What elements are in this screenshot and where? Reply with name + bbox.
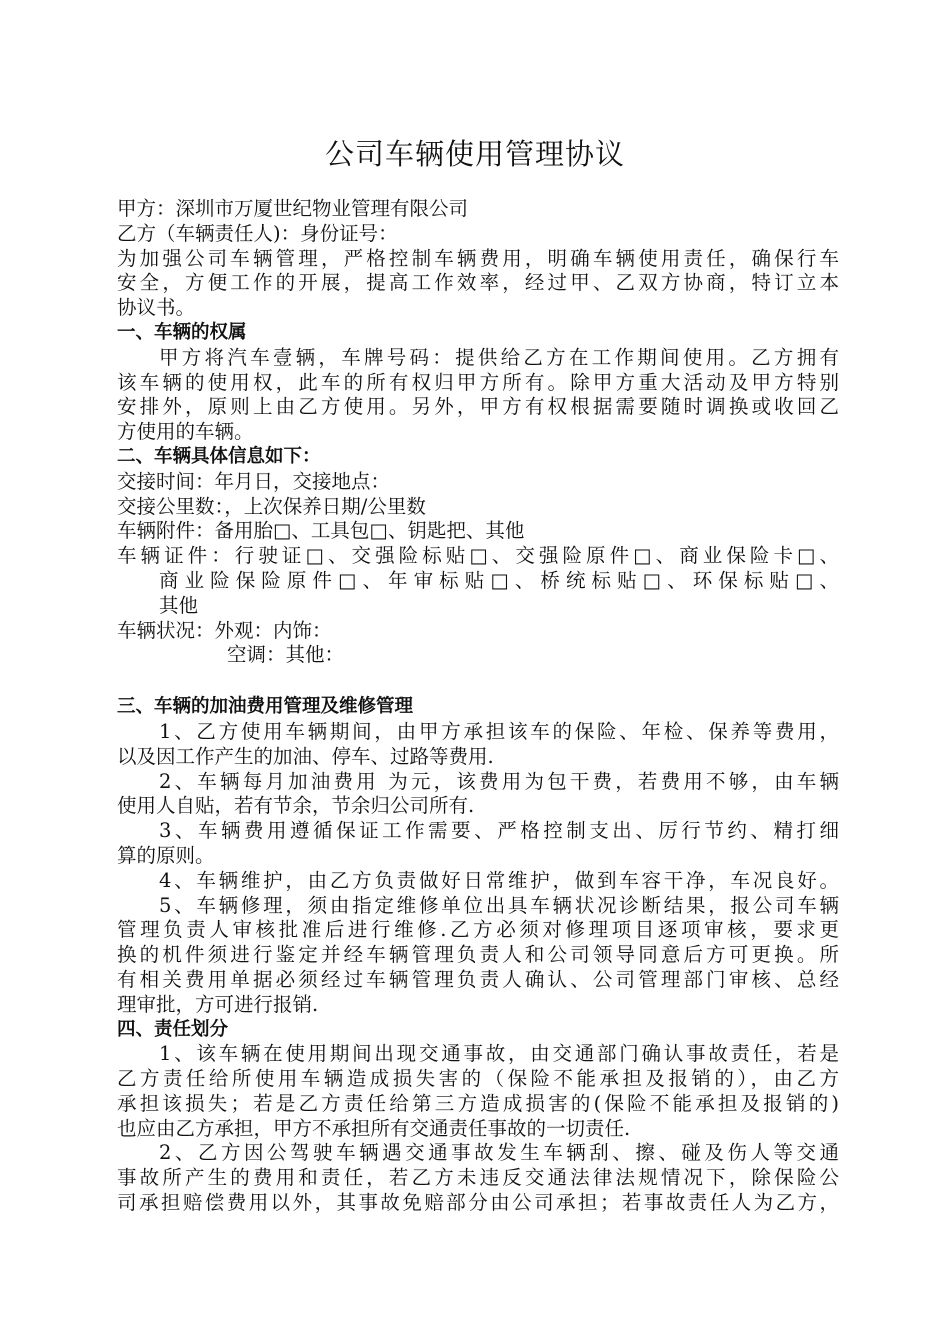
text-line: 管理负责人审核批准后进行维修.乙方必须对修理项目逐项审核，要求更 [117, 918, 839, 942]
text-line: 事故所产生的费用和责任，若乙方未违反交通法律法规情况下，除保险公 [117, 1166, 839, 1190]
blank-line [117, 668, 839, 695]
text-line: 理审批，方可进行报销. [117, 992, 319, 1016]
text-line: 为加强公司车辆管理，严格控制车辆费用，明确车辆使用责任，确保行车 [117, 246, 839, 270]
text-line: 也应由乙方承担，甲方不承担所有交通责任事故的一切责任. [117, 1116, 631, 1140]
text-line: 车辆附件：备用胎□、工具包□、钥匙把、其他 [117, 519, 525, 543]
section-heading: 一、车辆的权属 [117, 321, 247, 343]
section-heading: 四、责任划分 [117, 1018, 229, 1040]
text-line: 甲方：深圳市万厦世纪物业管理有限公司 [117, 197, 469, 220]
text-line: 商业险保险原件□、年审标贴□、桥统标贴□、环保标贴□、 [159, 568, 839, 592]
text-line: 车辆证件：行驶证□、交强险标贴□、交强险原件□、商业保险卡□、 [117, 544, 839, 568]
text-line: 5、车辆修理，须由指定维修单位出具车辆状况诊断结果，报公司车辆 [159, 893, 839, 917]
text-line: 该车辆的使用权，此车的所有权归甲方所有。除甲方重大活动及甲方特别 [117, 370, 839, 394]
text-line: 交接时间：年月日，交接地点： [117, 469, 391, 493]
text-line: 交接公里数：，上次保养日期/公里数 [117, 494, 426, 518]
section-heading: 二、车辆具体信息如下： [117, 445, 321, 467]
text-line: 2、车辆每月加油费用 为元，该费用为包干费，若费用不够，由车辆 [159, 769, 839, 793]
document-title: 公司车辆使用管理协议 [324, 137, 625, 171]
text-line: 有相关费用单据必须经过车辆管理负责人确认、公司管理部门审核、总经 [117, 967, 839, 991]
text-line: 承担该损失；若是乙方责任给第三方造成损害的(保险不能承担及报销的) [117, 1091, 839, 1115]
text-line: 车辆状况：外观：内饰： [117, 618, 332, 642]
text-line: 其他 [159, 593, 199, 617]
text-line: 司承担赔偿费用以外，其事故免赔部分由公司承担；若事故责任人为乙方， [117, 1191, 839, 1215]
text-line: 空调：其他： [227, 643, 345, 667]
text-line: 1、该车辆在使用期间出现交通事故，由交通部门确认事故责任，若是 [159, 1042, 839, 1066]
text-line: 2、乙方因公驾驶车辆遇交通事故发生车辆刮、擦、碰及伤人等交通 [159, 1141, 839, 1165]
text-line: 1、乙方使用车辆期间，由甲方承担该车的保险、年检、保养等费用， [159, 719, 839, 743]
text-line: 安排外，原则上由乙方使用。另外，甲方有权根据需要随时调换或收回乙 [117, 395, 839, 419]
text-line: 4、车辆维护，由乙方负责做好日常维护，做到车容干净，车况良好。 [159, 868, 839, 892]
text-line: 乙方责任给所使用车辆造成损失害的（保险不能承担及报销的），由乙方 [117, 1067, 839, 1091]
text-line: 甲方将汽车壹辆，车牌号码：提供给乙方在工作期间使用。乙方拥有 [159, 345, 839, 369]
text-line: 乙方（车辆责任人)：身份证号： [117, 221, 398, 245]
text-line: 使用人自贴，若有节余，节余归公司所有. [117, 794, 475, 818]
text-line: 方使用的车辆。 [117, 420, 254, 444]
text-line: 以及因工作产生的加油、停车、过路等费用. [117, 744, 494, 768]
text-line: 换的机件须进行鉴定并经车辆管理负责人和公司领导同意后方可更换。所 [117, 943, 839, 967]
section-heading: 三、车辆的加油费用管理及维修管理 [117, 696, 414, 718]
text-line: 安全，方便工作的开展，提高工作效率，经过甲、乙双方协商，特订立本 [117, 271, 839, 295]
text-line: 3、车辆费用遵循保证工作需要、严格控制支出、厉行节约、精打细 [159, 819, 839, 843]
text-line: 算的原则。 [117, 843, 215, 867]
text-line: 协议书。 [117, 296, 196, 320]
document-body [117, 197, 839, 1216]
